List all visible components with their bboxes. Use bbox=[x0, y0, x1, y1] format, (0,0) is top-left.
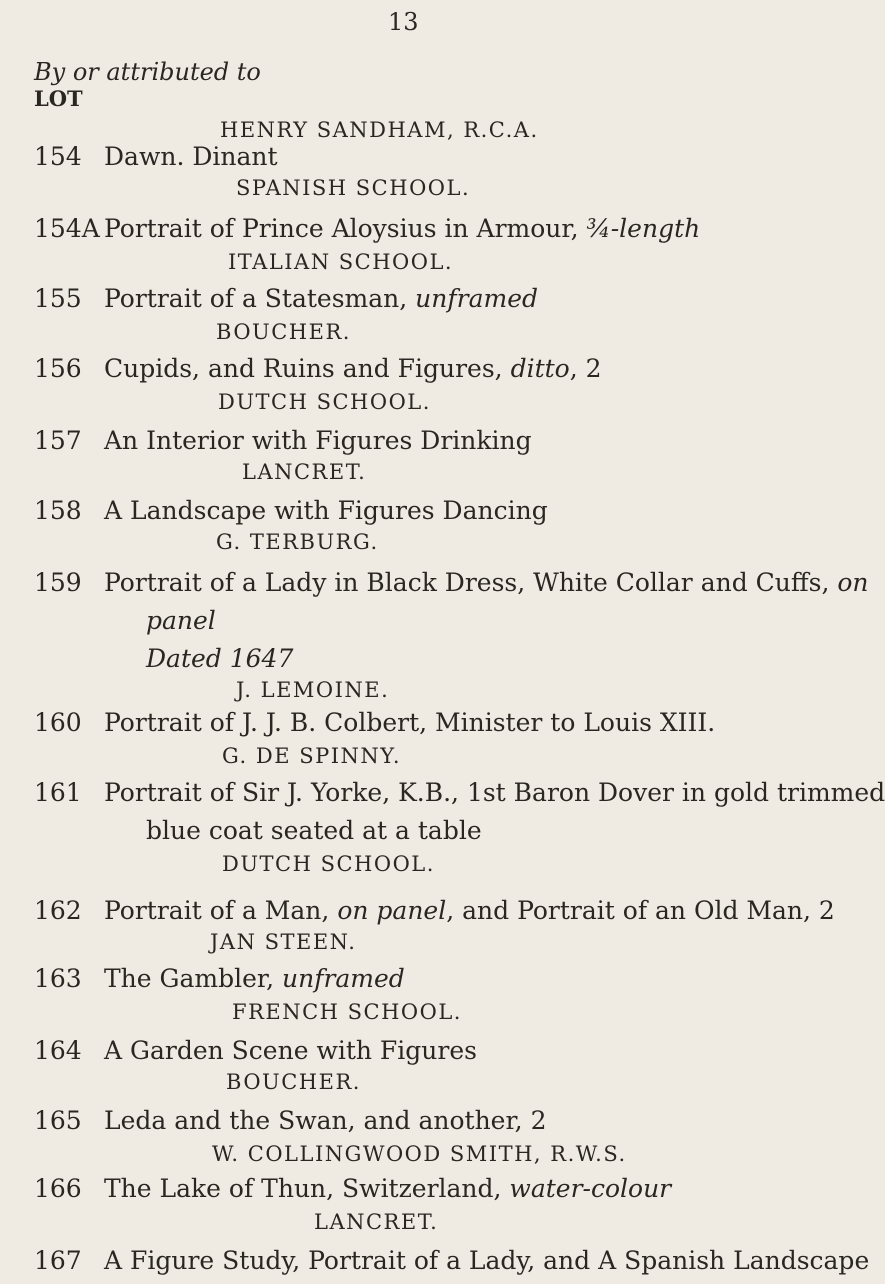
lot-number: 157 bbox=[34, 426, 82, 455]
page-heading: By or attributed to bbox=[34, 58, 261, 86]
artist-heading: DUTCH SCHOOL. bbox=[218, 390, 431, 414]
lot-number: 162 bbox=[34, 896, 82, 925]
artist-heading: JAN STEEN. bbox=[210, 930, 357, 954]
artist-heading: W. COLLINGWOOD SMITH, R.W.S. bbox=[212, 1142, 627, 1166]
lot-title: The Lake of Thun, Switzerland, water-colour bbox=[104, 1174, 672, 1203]
lot-number: 167 bbox=[34, 1246, 82, 1275]
artist-heading: LANCRET. bbox=[242, 460, 367, 484]
artist-heading: LANCRET. bbox=[314, 1210, 439, 1234]
lot-number: 154 bbox=[34, 142, 82, 171]
artist-heading: BOUCHER. bbox=[216, 320, 351, 344]
lot-number: 160 bbox=[34, 708, 82, 737]
lot-title-continued: panel bbox=[146, 606, 216, 635]
lot-title: Portrait of Sir J. Yorke, K.B., 1st Baron Dover in gold trimmed bbox=[104, 778, 885, 807]
artist-heading: SPANISH SCHOOL. bbox=[236, 176, 471, 200]
lot-title: Portrait of a Man, on panel, and Portrait of an Old Man, 2 bbox=[104, 896, 835, 925]
lot-number: 163 bbox=[34, 964, 82, 993]
lot-title: The Gambler, unframed bbox=[104, 964, 405, 993]
lot-title: A Garden Scene with Figures bbox=[104, 1036, 477, 1065]
lot-number: 156 bbox=[34, 354, 82, 383]
lot-number: 164 bbox=[34, 1036, 82, 1065]
lot-title: Dawn. Dinant bbox=[104, 142, 278, 171]
lot-title: Portrait of a Statesman, unframed bbox=[104, 284, 538, 313]
lot-number: 161 bbox=[34, 778, 82, 807]
artist-heading: J. LEMOINE. bbox=[236, 678, 390, 702]
lot-title: Portrait of a Lady in Black Dress, White Collar and Cuffs, on bbox=[104, 568, 869, 597]
artist-heading: HENRY SANDHAM, R.C.A. bbox=[220, 118, 539, 142]
lot-title: Leda and the Swan, and another, 2 bbox=[104, 1106, 547, 1135]
artist-heading: ITALIAN SCHOOL. bbox=[228, 250, 454, 274]
artist-heading: G. DE SPINNY. bbox=[222, 744, 402, 768]
lot-number: 155 bbox=[34, 284, 82, 313]
lot-number: 158 bbox=[34, 496, 82, 525]
artist-heading: BOUCHER. bbox=[226, 1070, 361, 1094]
lot-number: 159 bbox=[34, 568, 82, 597]
lot-number: 166 bbox=[34, 1174, 82, 1203]
lot-number: 154A bbox=[34, 214, 100, 243]
lot-title-continued: blue coat seated at a table bbox=[146, 816, 482, 845]
artist-heading: DUTCH SCHOOL. bbox=[222, 852, 435, 876]
artist-heading: FRENCH SCHOOL. bbox=[232, 1000, 462, 1024]
page-number: 13 bbox=[388, 8, 419, 36]
lot-title: Portrait of Prince Aloysius in Armour, ¾-length bbox=[104, 214, 701, 243]
lot-title: A Landscape with Figures Dancing bbox=[104, 496, 548, 525]
lot-column-label: LOT bbox=[34, 86, 83, 111]
lot-title: An Interior with Figures Drinking bbox=[104, 426, 532, 455]
artist-heading: G. TERBURG. bbox=[216, 530, 379, 554]
lot-title: Cupids, and Ruins and Figures, ditto, 2 bbox=[104, 354, 602, 383]
lot-date: Dated 1647 bbox=[146, 644, 294, 673]
lot-title: A Figure Study, Portrait of a Lady, and A Spanish Landscape bbox=[104, 1246, 870, 1275]
lot-title: Portrait of J. J. B. Colbert, Minister to Louis XIII. bbox=[104, 708, 716, 737]
lot-number: 165 bbox=[34, 1106, 82, 1135]
